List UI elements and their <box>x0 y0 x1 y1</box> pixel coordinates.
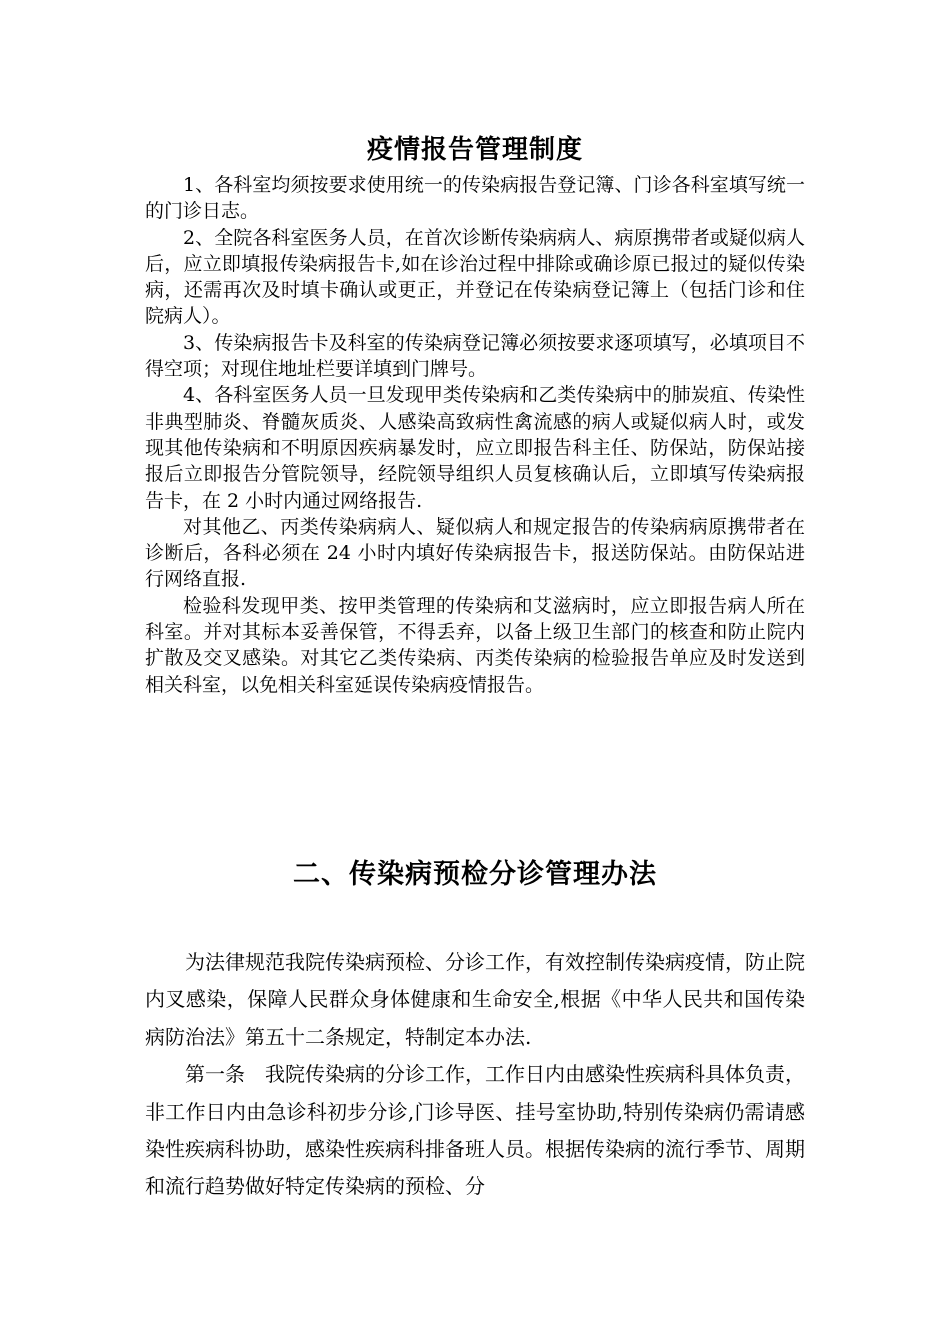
paragraph: 3、传染病报告卡及科室的传染病登记簿必须按要求逐项填写，必填项目不得空项；对现住地址栏要详填到门牌号。 <box>145 331 805 381</box>
paragraph: 2、全院各科室医务人员，在首次诊断传染病病人、病原携带者或疑似病人后，应立即填报传染病报告卡,如在诊治过程中排除或确诊原已报过的疑似传染病，还需再次及时填卡确认或更正，并登记在传染病登记簿上（包括门诊和住院病人）。 <box>145 226 805 328</box>
paragraph: 1、各科室均须按要求使用统一的传染病报告登记簿、门诊各科室填写统一的门诊日志。 <box>145 174 805 223</box>
epidemic-report-section <box>145 172 805 698</box>
paragraph: 第一条 我院传染病的分诊工作，工作日内由感染性疾病科具体负责，非工作日内由急诊科初步分诊,门诊导医、挂号室协助,特别传染病仍需请感染性疾病科协助，感染性疾病科排备班人员。根据传染病的流行季节、周期和流行趋势做好特定传染病的预检、分 <box>145 1062 805 1199</box>
paragraph: 4、各科室医务人员一旦发现甲类传染病和乙类传染病中的肺炭疽、传染性非典型肺炎、脊髓灰质炎、人感染高致病性禽流感的病人或疑似病人时，或发现其他传染病和不明原因疾病暴发时，应立即报告科主任、防保站，防保站接报后立即报告分管院领导，经院领导组织人员复核确认后，立即填写传染病报告卡，在 2 小时内通过网络报告. <box>145 384 805 512</box>
paragraph: 检验科发现甲类、按甲类管理的传染病和艾滋病时，应立即报告病人所在科室。并对其标本妥善保管，不得丢弃，以备上级卫生部门的核查和防止院内扩散及交叉感染。对其它乙类传染病、丙类传染病的检验报告单应及时发送到相关科室，以免相关科室延误传染病疫情报告。 <box>145 594 805 696</box>
paragraph: 为法律规范我院传染病预检、分诊工作，有效控制传染病疫情，防止院内叉感染，保障人民群众身体健康和生命安全,根据《中华人民共和国传染病防治法》第五十二条规定，特制定本办法. <box>145 950 805 1049</box>
triage-section <box>145 944 805 1206</box>
page-title: 疫情报告管理制度 <box>366 135 583 165</box>
section-title: 二、传染病预检分诊管理办法 <box>293 859 657 890</box>
paragraph: 对其他乙、丙类传染病病人、疑似病人和规定报告的传染病病原携带者在诊断后，各科必须在 24 小时内填好传染病报告卡，报送防保站。由防保站进行网络直报. <box>145 515 805 591</box>
